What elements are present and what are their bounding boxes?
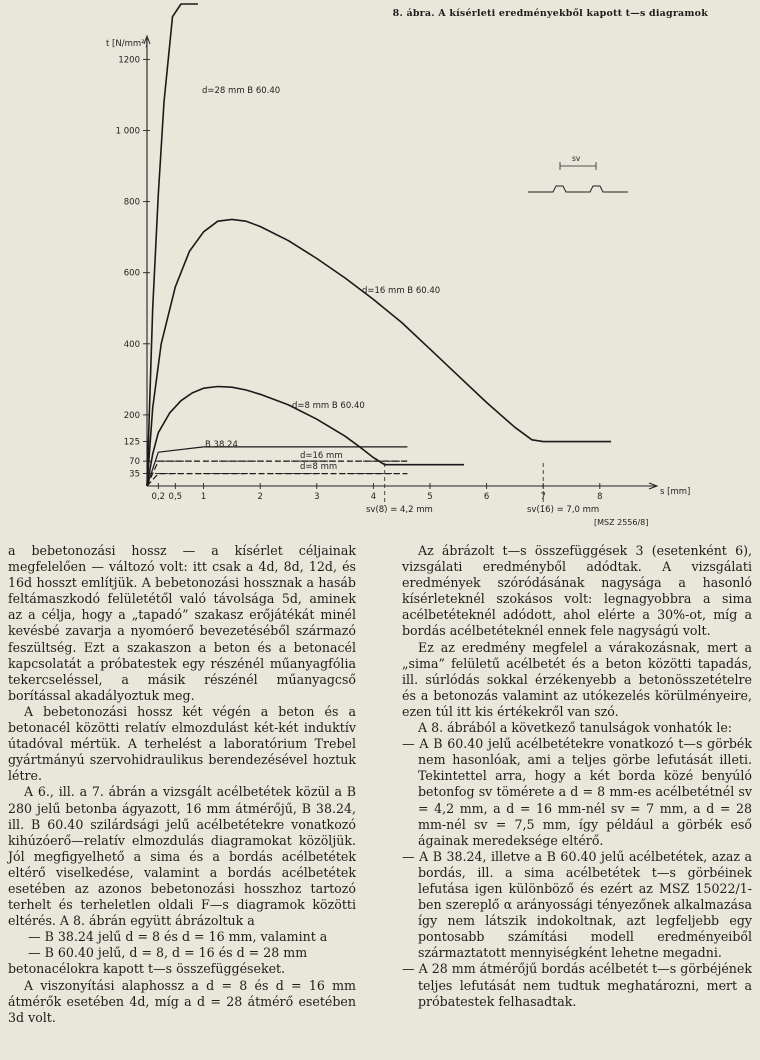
paragraph: Ez az eredmény megfelel a várakozásnak, mert a „sima” felületű acélbetét és a beton közötti tapadás, ill. súrlódás sokkal érzékenyebb a betonösszetételre és a betonozás valamint az utókezelés körülményeire, ezen túl itt kis értékekről van szó. — [402, 639, 752, 719]
x-tick-label: 8 — [597, 492, 603, 502]
series-label-d16-b6040: d=16 mm B 60.40 — [362, 286, 441, 296]
series-label-b3824: B 38.24 — [205, 440, 238, 450]
paragraph: A 6., ill. a 7. ábrán a vizsgált acélbetétek közül a B 280 jelű betonba ágyazott, 16 mm átmérőjű, B 38.24, ill. B 60.40 szilárdsági jelű acélbetétekre vonatkozó kihúzóerő—relatív elmozdulás diagramokat közöljük. Jól megfigyelhető a sima és a bordás acélbetétek eltérő viselkedése, valamint a bordás acélbetétek esetében az azonos bebetonozási hosszhoz tartozó terhelt és terheletlen oldali F—s diagramok közötti eltérés. A 8. ábrán együtt ábrázoltuk a — [8, 784, 356, 929]
xlabel: s [mm] — [660, 487, 691, 497]
figure-caption: 8. ábra. A kísérleti eredményekből kapott t—s diagramok — [392, 8, 708, 19]
y-tick-label: 125 — [123, 437, 140, 448]
rib-profile-inset — [528, 154, 628, 192]
series-label-d28: d=28 mm B 60.40 — [202, 86, 281, 96]
paragraph: betonacélokra kapott t—s összefüggéseket. — [8, 961, 286, 977]
x-tick-label: 3 — [314, 492, 320, 502]
y-ticks — [116, 0, 150, 480]
series-label-d8-b6040: d=8 mm B 60.40 — [292, 401, 365, 411]
x-tick-label: 7 — [540, 492, 546, 502]
series-line-5 — [147, 474, 407, 486]
paragraph: A 8. ábrából a következő tanulságok vonhatók le: — [418, 720, 733, 736]
annotations — [106, 39, 690, 527]
text-column-left — [8, 543, 356, 1026]
x-tick-label: 5 — [427, 492, 433, 502]
sv-label: sv — [572, 154, 581, 163]
ylabel: t [N/mm²] — [106, 39, 148, 49]
text-column-right — [402, 543, 752, 1010]
series-labels — [202, 86, 440, 472]
list-item: — B 60.40 jelű, d = 8, d = 16 és d = 28 mm — [28, 945, 308, 961]
paragraph: A bebetonozási hossz két végén a beton és a betonacél közötti relatív elmozdulást két-két induktív útadóval mértük. A terhelést a laboratórium Trebel gyártmányú szervohidraulikus berendezésével hoztuk létre. — [8, 703, 356, 784]
series-line-0 — [147, 4, 198, 486]
y-tick-label: 800 — [123, 197, 140, 208]
paragraph: a bebetonozási hossz — a kísérlet céljainak megfelelően — változó volt: itt csak a 4d, 8d, 12d, és 16d hosszt említjük. A bebetonozási hossznak a hasáb feltámaszkodó felületétől való távolsága 5d, aminek az a célja, hogy a „tapadó” szakasz erőjátékát minél kevésbé zavarja a nyomóerő bevezetéséből származó feszültség. Ezt a szakaszon a beton és a betonacél kapcsolatát a próbatestek egy részénél műanyagfólia tekercseléssel, a másik részénél műanyagcső borítással akadályoztuk meg. — [8, 543, 356, 703]
list-item: — A B 60.40 jelű acélbetétekre vonatkozó t—s görbék nem hasonlóak, ami a teljes görbe lefutását illeti. Tekintettel arra, hogy a két borda közé benyúló betonfog sv tömérete a d = 8 mm-es acélbetétnél sv = 4,2 mm, a d = 16 mm-nél sv = 7 mm, a d = 28 mm-nél sv = 7,5 mm, így például a görbék eső ágainak meredeksége eltérő. — [402, 736, 752, 848]
list-item: — A 28 mm átmérőjű bordás acélbetét t—s görbéjének teljes lefutását nem tudtuk meghatározni, mert a próbatestek felhasadtak. — [402, 961, 752, 1009]
y-tick-label: 400 — [123, 339, 140, 350]
x-tick-label: 4 — [370, 492, 377, 502]
list-item: — B 38.24 jelű d = 8 és d = 16 mm, valamint a — [28, 929, 328, 945]
x-tick-label: 0,5 — [168, 492, 183, 502]
x-tick-label: 0,2 — [151, 492, 166, 502]
paragraph: A viszonyítási alaphossz a d = 8 és d = 16 mm átmérők esetében 4d, míg a d = 28 átmérő esetében 3d volt. — [8, 977, 356, 1025]
x-tick-label: 6 — [483, 492, 490, 502]
x-ticks — [147, 461, 603, 506]
sv16-annotation: sv(16) = 7,0 mm — [527, 505, 600, 515]
y-tick-label: 1200 — [118, 55, 140, 66]
list-item: — A B 38.24, illetve a B 60.40 jelű acélbetétek, azaz a bordás, ill. a sima acélbetétek t—s görbéinek lefutása igen különböző és ezért az MSZ 15022/1-ben szereplő α arányossági tényezőnek alkalmazása így nem látszik indokoltnak, azt legfeljebb egy pontosabb számítási modell eredményeiből származtatott mennyiségként lehetne megadni. — [402, 848, 752, 961]
series-label-d8: d=8 mm — [300, 462, 338, 472]
y-tick-label: 70 — [129, 457, 140, 468]
y-tick-label: 1 000 — [115, 126, 140, 137]
series-label-d16: d=16 mm — [300, 451, 343, 461]
y-tick-label: 200 — [123, 410, 140, 421]
chart-axes — [144, 36, 657, 489]
y-tick-label: 35 — [129, 469, 140, 480]
x-tick-label: 1 — [200, 492, 207, 502]
x-tick-label: 2 — [257, 492, 263, 502]
paragraph: Az ábrázolt t—s összefüggések 3 (esetenként 6), vizsgálati eredményből adódtak. A vizsgálati eredmények szóródásának nagysága a hasonló kísérleteknél szokásos volt: legnagyobbra a sima acélbetéteknél adódott, ahol elérte a 30%-ot, míg a bordás acélbetéteknél ennek fele nagyságú volt. — [402, 543, 752, 639]
standard-reference: [MSZ 2556/8] — [594, 518, 649, 527]
y-tick-label: 600 — [123, 268, 140, 279]
sv8-annotation: sv(8) = 4,2 mm — [366, 505, 433, 515]
series-curves — [147, 4, 611, 486]
